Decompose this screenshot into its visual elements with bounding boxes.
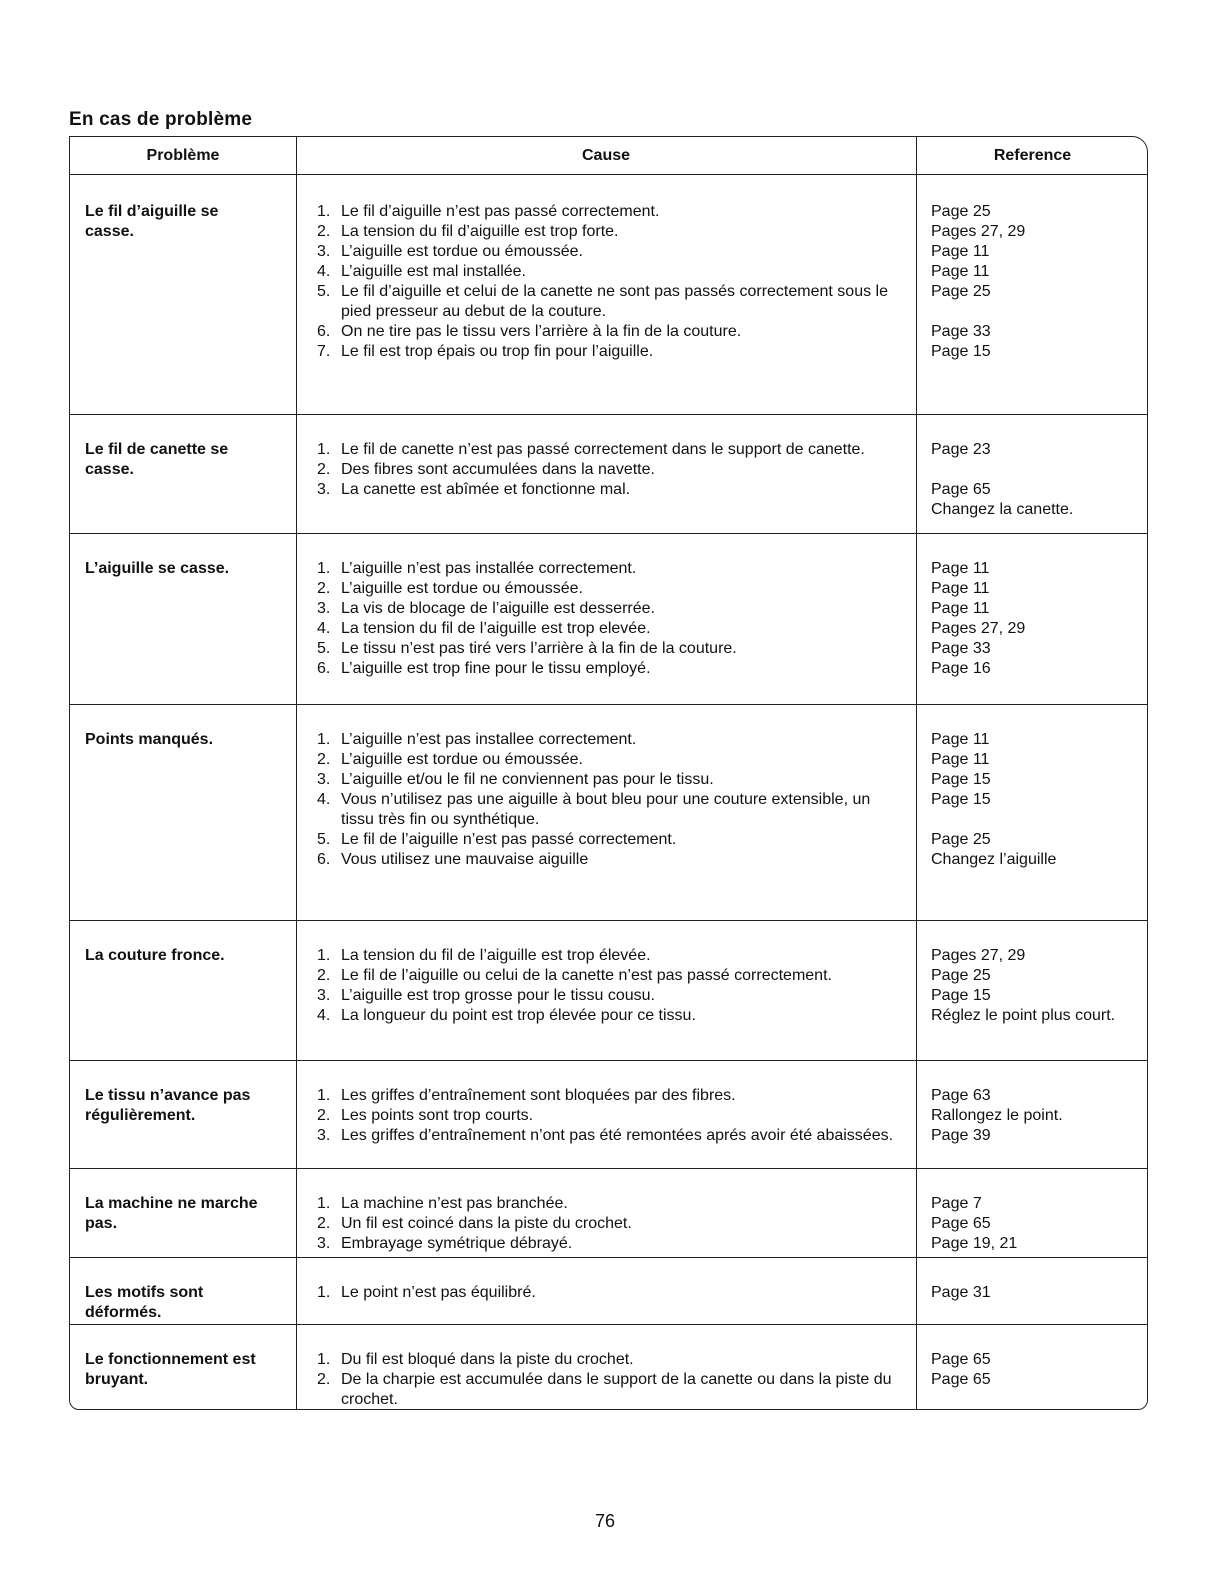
cause-list <box>317 559 907 679</box>
reference-item: Rallongez le point. <box>931 1107 1063 1124</box>
cause-item <box>317 262 907 282</box>
cause-item <box>317 282 907 322</box>
cause-number: 1. <box>317 1284 331 1301</box>
cause-item <box>317 322 907 342</box>
cause-number: 4. <box>317 263 331 280</box>
problem-line: Points manqués. <box>85 731 214 748</box>
cause-item <box>317 770 907 790</box>
table-row <box>70 1060 1147 1168</box>
cause-item <box>317 480 907 500</box>
table-row <box>70 174 1147 414</box>
table-row <box>70 414 1147 533</box>
problem-label <box>85 946 285 966</box>
reference-item: Page 11 <box>931 243 990 260</box>
cause-list <box>317 1283 907 1303</box>
cause-text: La machine n’est pas branchée. <box>341 1195 568 1212</box>
cause-list <box>317 440 907 500</box>
reference-item: Page 15 <box>931 771 991 788</box>
reference-list <box>931 1086 1146 1146</box>
cause-number: 2. <box>317 751 331 768</box>
cause-text: Le fil de canette n’est pas passé correctement dans le support de canette. <box>341 441 865 458</box>
cause-text: L’aiguille est trop fine pour le tissu employé. <box>341 660 651 677</box>
problem-line: Le fil d’aiguille se <box>85 203 219 220</box>
problem-line: La couture fronce. <box>85 947 225 964</box>
cause-list <box>317 730 907 870</box>
problem-label <box>85 1086 285 1126</box>
reference-item: Changez l’aiguille <box>931 851 1057 868</box>
cause-number: 3. <box>317 243 331 260</box>
reference-item: Page 65 <box>931 1371 991 1388</box>
reference-list <box>931 730 1146 870</box>
cause-text: Du fil est bloqué dans la piste du crochet. <box>341 1351 634 1368</box>
cause-item <box>317 1194 907 1214</box>
reference-list <box>931 1283 1146 1303</box>
reference-item: Page 16 <box>931 660 991 677</box>
cause-text: L’aiguille est trop grosse pour le tissu cousu. <box>341 987 655 1004</box>
reference-item: Pages 27, 29 <box>931 620 1026 637</box>
cause-number: 6. <box>317 323 331 340</box>
cause-text: Un fil est coincé dans la piste du crochet. <box>341 1215 632 1232</box>
reference-item: Page 11 <box>931 560 990 577</box>
reference-item: Page 65 <box>931 1351 991 1368</box>
reference-item: Pages 27, 29 <box>931 947 1026 964</box>
cause-text: Les griffes d’entraînement sont bloquées par des fibres. <box>341 1087 736 1104</box>
cause-text: Le fil est trop épais ou trop fin pour l’aiguille. <box>341 343 654 360</box>
cause-number: 2. <box>317 461 331 478</box>
cause-item <box>317 579 907 599</box>
cause-number: 2. <box>317 580 331 597</box>
cause-number: 3. <box>317 987 331 1004</box>
cause-text: Des fibres sont accumulées dans la navette. <box>341 461 655 478</box>
cause-text: Le fil d’aiguille et celui de la canette ne sont pas passés correctement sous le pied presseur au debut de la couture. <box>341 283 888 320</box>
cause-number: 7. <box>317 343 331 360</box>
page-number: 76 <box>594 1511 616 1531</box>
cause-number: 2. <box>317 967 331 984</box>
reference-item: Page 11 <box>931 600 990 617</box>
cause-list <box>317 946 907 1026</box>
column-header-problem: Problème <box>146 146 220 164</box>
cause-item <box>317 599 907 619</box>
cause-item <box>317 222 907 242</box>
page-title: En cas de problème <box>69 109 253 130</box>
problem-line: déformés. <box>85 1304 162 1321</box>
cause-list <box>317 1194 907 1254</box>
table-row <box>70 533 1147 704</box>
cause-number: 5. <box>317 283 331 300</box>
cause-text: L’aiguille est tordue ou émoussée. <box>341 243 583 260</box>
reference-list <box>931 440 1146 520</box>
cause-item <box>317 850 907 870</box>
cause-text: La tension du fil d’aiguille est trop forte. <box>341 223 619 240</box>
cause-number: 4. <box>317 791 331 808</box>
cause-text: La longueur du point est trop élevée pour ce tissu. <box>341 1007 696 1024</box>
cause-item <box>317 659 907 679</box>
cause-text: Le point n’est pas équilibré. <box>341 1284 536 1301</box>
cause-number: 1. <box>317 1351 331 1368</box>
cause-text: Embrayage symétrique débrayé. <box>341 1235 573 1252</box>
cause-text: La tension du fil de l’aiguille est trop elevée. <box>341 620 651 637</box>
cause-number: 2. <box>317 1371 331 1388</box>
problem-line: La machine ne marche <box>85 1195 258 1212</box>
cause-item <box>317 1214 907 1234</box>
cause-number: 4. <box>317 1007 331 1024</box>
problem-label <box>85 730 285 750</box>
cause-number: 3. <box>317 600 331 617</box>
cause-item <box>317 1283 907 1303</box>
reference-item: Page 11 <box>931 580 990 597</box>
cause-number: 1. <box>317 731 331 748</box>
cause-number: 2. <box>317 223 331 240</box>
cause-number: 1. <box>317 947 331 964</box>
reference-item: Page 33 <box>931 640 991 657</box>
problem-label <box>85 1350 285 1390</box>
cause-item <box>317 830 907 850</box>
reference-item: Page 33 <box>931 323 991 340</box>
cause-item <box>317 440 907 460</box>
reference-item <box>931 302 1146 322</box>
reference-item <box>931 810 1146 830</box>
cause-item <box>317 790 907 830</box>
cause-list <box>317 202 907 362</box>
cause-number: 6. <box>317 851 331 868</box>
table-row <box>70 1324 1147 1411</box>
cause-text: Le fil de l’aiguille n’est pas passé correctement. <box>341 831 677 848</box>
cause-number: 3. <box>317 1127 331 1144</box>
cause-text: La canette est abîmée et fonctionne mal. <box>341 481 631 498</box>
reference-list <box>931 1194 1146 1254</box>
problem-line: Le fonctionnement est <box>85 1351 256 1368</box>
reference-item: Page 65 <box>931 1215 991 1232</box>
reference-item: Page 11 <box>931 731 990 748</box>
cause-text: De la charpie est accumulée dans le support de la canette ou dans la piste du crochet. <box>341 1371 892 1408</box>
cause-number: 5. <box>317 831 331 848</box>
cause-number: 4. <box>317 620 331 637</box>
problem-line: L’aiguille se casse. <box>85 560 230 577</box>
reference-item: Page 25 <box>931 283 991 300</box>
reference-list <box>931 1350 1146 1390</box>
reference-item: Réglez le point plus court. <box>931 1007 1116 1024</box>
cause-item <box>317 1350 907 1370</box>
cause-item <box>317 986 907 1006</box>
problem-label <box>85 202 285 242</box>
problem-line: Les motifs sont <box>85 1284 204 1301</box>
problem-line: bruyant. <box>85 1371 149 1388</box>
problem-label <box>85 559 285 579</box>
reference-item: Page 7 <box>931 1195 982 1212</box>
reference-list <box>931 946 1146 1026</box>
cause-text: L’aiguille n’est pas installée correctement. <box>341 560 637 577</box>
reference-item: Page 15 <box>931 987 991 1004</box>
problem-line: régulièrement. <box>85 1107 196 1124</box>
cause-item <box>317 946 907 966</box>
reference-list <box>931 202 1146 362</box>
cause-text: Les griffes d’entraînement n’ont pas été remontées aprés avoir été abaissées. <box>341 1127 894 1144</box>
reference-item: Page 19, 21 <box>931 1235 1018 1252</box>
cause-number: 6. <box>317 660 331 677</box>
table-row <box>70 920 1147 1060</box>
cause-text: Les points sont trop courts. <box>341 1107 534 1124</box>
cause-text: Vous utilisez une mauvaise aiguille <box>341 851 589 868</box>
reference-item <box>931 460 1146 480</box>
table-row <box>70 1257 1147 1324</box>
reference-item: Changez la canette. <box>931 501 1074 518</box>
reference-item: Pages 27, 29 <box>931 223 1026 240</box>
reference-item: Page 25 <box>931 831 991 848</box>
cause-text: La vis de blocage de l’aiguille est desserrée. <box>341 600 655 617</box>
cause-number: 1. <box>317 560 331 577</box>
cause-item <box>317 1106 907 1126</box>
cause-number: 1. <box>317 1195 331 1212</box>
cause-text: L’aiguille n’est pas installee correctement. <box>341 731 637 748</box>
reference-item: Page 65 <box>931 481 991 498</box>
cause-item <box>317 750 907 770</box>
column-header-cause: Cause <box>581 146 631 164</box>
problem-line: Le fil de canette se <box>85 441 229 458</box>
table-row <box>70 1168 1147 1257</box>
problem-line: casse. <box>85 223 134 240</box>
cause-list <box>317 1350 907 1410</box>
table-row <box>70 704 1147 920</box>
problem-label <box>85 440 285 480</box>
cause-text: Le tissu n’est pas tiré vers l’arrière à la fin de la couture. <box>341 640 737 657</box>
cause-number: 5. <box>317 640 331 657</box>
cause-item <box>317 1126 907 1146</box>
cause-number: 1. <box>317 1087 331 1104</box>
cause-text: Le fil de l’aiguille ou celui de la canette n’est pas passé correctement. <box>341 967 832 984</box>
reference-item: Page 11 <box>931 263 990 280</box>
problem-label <box>85 1283 285 1323</box>
cause-text: On ne tire pas le tissu vers l’arrière à la fin de la couture. <box>341 323 742 340</box>
cause-item <box>317 559 907 579</box>
reference-item: Page 23 <box>931 441 991 458</box>
cause-item <box>317 202 907 222</box>
cause-text: L’aiguille et/ou le fil ne conviennent pas pour le tissu. <box>341 771 714 788</box>
reference-item: Page 15 <box>931 791 991 808</box>
cause-item <box>317 1086 907 1106</box>
reference-item: Page 25 <box>931 203 991 220</box>
cause-item <box>317 639 907 659</box>
cause-number: 2. <box>317 1215 331 1232</box>
reference-item: Page 31 <box>931 1284 991 1301</box>
cause-item <box>317 1234 907 1254</box>
cause-item <box>317 1006 907 1026</box>
reference-item: Page 25 <box>931 967 991 984</box>
reference-item: Page 11 <box>931 751 990 768</box>
cause-number: 3. <box>317 481 331 498</box>
cause-item <box>317 242 907 262</box>
column-header-reference: Reference <box>993 146 1072 164</box>
cause-number: 1. <box>317 441 331 458</box>
reference-list <box>931 559 1146 679</box>
problem-line: pas. <box>85 1215 118 1232</box>
cause-list <box>317 1086 907 1146</box>
troubleshooting-table <box>69 136 1148 1410</box>
problem-line: casse. <box>85 461 134 478</box>
cause-text: La tension du fil de l’aiguille est trop élevée. <box>341 947 651 964</box>
cause-number: 3. <box>317 771 331 788</box>
cause-item <box>317 966 907 986</box>
cause-text: Le fil d’aiguille n’est pas passé correctement. <box>341 203 660 220</box>
cause-text: Vous n’utilisez pas une aiguille à bout bleu pour une couture extensible, un tissu très fin ou synthétique. <box>341 791 871 828</box>
problem-label <box>85 1194 285 1234</box>
cause-item <box>317 342 907 362</box>
cause-item <box>317 619 907 639</box>
cause-number: 3. <box>317 1235 331 1252</box>
problem-line: Le tissu n’avance pas <box>85 1087 251 1104</box>
cause-text: L’aiguille est tordue ou émoussée. <box>341 580 583 597</box>
reference-item: Page 15 <box>931 343 991 360</box>
reference-item: Page 39 <box>931 1127 991 1144</box>
reference-item: Page 63 <box>931 1087 991 1104</box>
cause-item <box>317 460 907 480</box>
cause-text: L’aiguille est mal installée. <box>341 263 526 280</box>
cause-item <box>317 1370 907 1410</box>
cause-item <box>317 730 907 750</box>
cause-number: 1. <box>317 203 331 220</box>
cause-text: L’aiguille est tordue ou émoussée. <box>341 751 583 768</box>
cause-number: 2. <box>317 1107 331 1124</box>
